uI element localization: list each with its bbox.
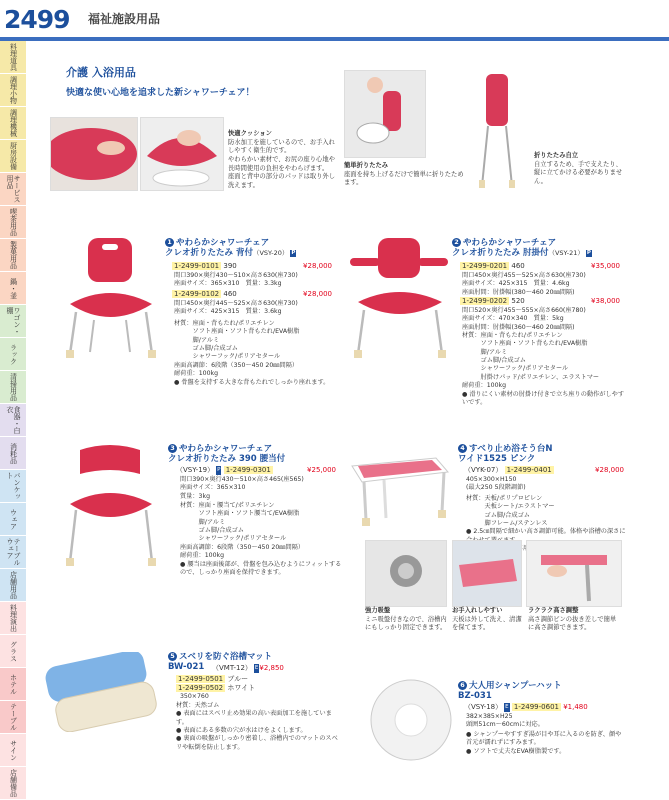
stand-caption — [534, 152, 624, 187]
product-5-model: （VMT-12） — [212, 664, 252, 672]
chair-lumbar-image — [60, 440, 160, 568]
category-title: 福祉施設用品 — [88, 12, 161, 26]
caption-text: 天板は外して洗え、清潔を保てます。 — [452, 615, 522, 631]
product-2-material: 材質：座面・背もたれ/ポリエチレン ソフト座面・ソフト背もたれ/EVA樹脂 脚/アルミ ゴム脚/合成ゴム シャワーフック/ポリアセタール 肘掛けパッド/ポリエチレン、エラストマー 耐荷重：100kg ● 滑りにくい素材の肘掛け付きで立ち座りの動作がしやすいです。 — [462, 332, 625, 406]
cushion-photo-1-image — [51, 118, 137, 190]
section-title: 介護 入浴用品 — [66, 66, 136, 79]
product-6-material: ● シャンプーやすすぎ湯が目や耳に入るのを防ぎ、顔や首元が濡れずにすみます。 ● ソフトで丈夫なEVA樹脂製です。 — [466, 731, 622, 755]
product-1-number: 1 — [165, 238, 174, 247]
item-code: 1-2499-0101 — [174, 262, 220, 270]
stand-text: 自立するため、手で支えたり、縦に立てかける必要がありません。 — [534, 160, 623, 186]
product-4-photo — [344, 448, 452, 528]
product-6-model: （VSY-18） — [464, 703, 503, 711]
cushion-photo-2-image — [141, 118, 223, 190]
cushion-title: 快適クッション — [228, 130, 272, 137]
sidebar-tab[interactable]: 料理道具 — [0, 41, 26, 74]
sidebar-tab[interactable]: グラス — [0, 635, 26, 668]
product-2-number: 2 — [452, 238, 461, 247]
folded-chair-photo — [472, 70, 524, 190]
e-badge: E — [505, 704, 509, 710]
e-badge: E — [254, 665, 259, 671]
height-pin-image — [527, 541, 621, 606]
product-6-title — [458, 681, 618, 701]
sidebar-tab[interactable]: ワゴン・棚 — [0, 305, 26, 338]
product-6-variant-1 — [464, 703, 624, 712]
sidebar-tab[interactable]: 消耗品 — [0, 437, 26, 470]
category-sidebar — [0, 41, 28, 800]
product-4-material: 材質：天板/ポリプロピレン 天板シート/エラストマー ゴム脚/合成ゴム 脚フレーム/ステンレス ● 2.5㎝間隔で細かい高さ調節可能。体格や浴槽の深さに — [466, 495, 626, 536]
sidebar-tab[interactable]: 清掃用品 — [0, 371, 26, 404]
product-1-variant-2-spec: 間口450×奥行445～525×高さ630(座730) 座面サイズ：425×315 質量：3.6kg — [174, 300, 298, 316]
sidebar-tab[interactable]: 鍋・釜 — [0, 272, 26, 305]
sidebar-tab[interactable]: 厨房設備 — [0, 140, 26, 173]
suction-photo — [365, 540, 447, 607]
sidebar-tab[interactable]: ホテル — [0, 668, 26, 701]
product-1-variant-1-spec: 間口390×奥行430～510×高さ630(座730) 座面サイズ：365×310 質量：3.3kg — [174, 272, 298, 288]
caption-text: 高さ調節ピンの抜き差しで簡単に高さ調節できます。 — [528, 615, 617, 631]
cushion-photo-1 — [50, 117, 138, 191]
header-rule — [0, 37, 669, 41]
product-1-variant-1 — [172, 262, 332, 271]
sidebar-tab[interactable]: 店舗用品 — [0, 569, 26, 602]
bath-mat-image — [42, 652, 160, 732]
shampoo-hat-image — [365, 674, 457, 766]
item-code: 1-2499-0201 — [462, 262, 508, 270]
item-code: 1-2499-0601 — [513, 703, 559, 711]
product-2-photo — [344, 236, 454, 360]
product-3-model: （VSY-19） — [176, 466, 215, 474]
product-5-variant-2 — [176, 684, 326, 693]
item-price: ¥28,000 — [595, 466, 624, 474]
product-6-number: 6 — [458, 681, 467, 690]
product-2-name: やわらかシャワーチェア クレオ折りたたみ 肘掛付 — [452, 238, 557, 259]
product-3-title — [168, 444, 343, 464]
chair-backed-image — [60, 234, 160, 360]
sidebar-tab[interactable]: テーブルウェア — [0, 536, 26, 569]
product-5-variant-1 — [176, 675, 326, 684]
height-adjust-photo — [526, 540, 622, 607]
page-header — [0, 0, 669, 38]
product-5-spec: 350×760 — [180, 693, 209, 700]
item-code: 1-2499-0501 — [178, 675, 224, 683]
product-6-spec: 382×385×H25 頭囲51cm～60cmに対応。 — [466, 713, 544, 729]
item-price: ¥28,000 — [303, 290, 332, 298]
product-2-variant-1-spec: 間口450×奥行455～525×高さ630(座730) 座面サイズ：425×315 質量：4.6kg 座面肘間：肘掛幅(380～460 20㎜間隔) — [462, 272, 586, 296]
caption-text: ミニ吸盤付きなので、浴槽内にもしっかり固定できます。 — [365, 615, 447, 631]
p-badge: P — [586, 250, 591, 257]
product-5-material: 材質：天然ゴム ● 表面にはスベリ止め効果の高い表面加工を施しています。 ● 表面にある多数の穴が水はけをよくします。 ● 裏面の吸盤がしっかり密着し、浴槽内でのマットのスベリや転倒を防止します。 — [176, 702, 338, 751]
caption-title: ラクラク高さ調整 — [528, 607, 579, 614]
p-badge: P — [217, 467, 221, 473]
caption-height — [528, 607, 620, 633]
stool-top-image — [453, 541, 521, 606]
product-4-number: 4 — [458, 444, 467, 453]
product-6-photo — [365, 674, 457, 766]
suction-cup-image — [366, 541, 446, 606]
cushion-caption — [228, 130, 338, 191]
product-6-name: 大人用シャンプーハット BZ-031 — [458, 681, 562, 702]
product-5-photo — [42, 652, 160, 732]
sidebar-tab[interactable]: ウェア — [0, 503, 26, 536]
item-code: 1-2499-0401 — [506, 466, 552, 474]
sidebar-tab[interactable]: バンケット — [0, 470, 26, 503]
sidebar-tab[interactable]: ラック — [0, 338, 26, 371]
chair-armrest-image — [344, 236, 454, 360]
sidebar-tab[interactable]: 店舗備品 — [0, 767, 26, 800]
product-5-number: 5 — [168, 652, 177, 661]
product-4-title — [458, 444, 633, 464]
section-subtitle: 快適な使い心地を追求した新シャワーチェア！ — [66, 88, 255, 98]
item-code: 1-2499-0202 — [462, 297, 508, 305]
product-3-material: 材質：座面・腰当て/ポリエチレン ソフト座面・ソフト腰当て/EVA樹脂 脚/アルミ ゴム脚/合成ゴム シャワーフック/ポリアセタール 座面高調節：6段階（350～450 20㎜間隔） 耐荷重：100kg ● 腰当は座面後部が、骨盤を包み込むようにフィットするので、しっかり座面を保持できます。 — [180, 502, 342, 576]
product-2-variant-2 — [460, 297, 620, 306]
product-2-variant-1 — [460, 262, 620, 271]
item-color: ブルー — [227, 675, 249, 683]
stand-title: 折りたたみ自立 — [534, 152, 579, 159]
caption-cleaning — [452, 607, 524, 633]
caption-suction — [365, 607, 447, 633]
sidebar-tab[interactable]: 調理小物 — [0, 74, 26, 107]
sidebar-tab[interactable]: 喫茶用品 — [0, 206, 26, 239]
cushion-text: 防水加工を施しているので、お手入れしやすく衛生的です。 やわらかい素材で、お尻の座り心地や長時間使用の負担をやわらげます。 座面と背中の部分のパッドは取り外し洗えます。 — [228, 138, 336, 190]
product-4-name: すべり止め浴そう台N ワイド1525 ピンク — [458, 444, 553, 465]
item-size: 460 — [223, 290, 237, 298]
caption-title: 強力吸盤 — [365, 607, 391, 614]
sidebar-tab[interactable]: テーブル — [0, 701, 26, 734]
fold-title: 簡単折りたたみ — [344, 162, 389, 169]
cleaning-photo — [452, 540, 522, 607]
sidebar-tab[interactable]: 調理機械 — [0, 107, 26, 140]
product-5-name: スベリを防ぐ浴槽マット BW-021 — [168, 652, 273, 673]
item-price: ¥38,000 — [591, 297, 620, 305]
item-code: 1-2499-0102 — [174, 290, 220, 298]
sidebar-tab[interactable]: サイン — [0, 734, 26, 767]
product-4-variant-1 — [464, 466, 624, 475]
item-size: 520 — [511, 297, 525, 305]
sidebar-tab[interactable]: 製菓用品 — [0, 239, 26, 272]
product-1-material: 材質：座面・背もたれ/ポリエチレン ソフト座面・ソフト背もたれ/EVA樹脂 脚/アルミ ゴム脚/合成ゴム シャワーフック/ポリアセタール 座面高調節：6段階（350～450 20㎜間隔） 耐荷重：100kg ● 骨盤を支持する大きな背もたれでしっかり座れます。 — [174, 320, 330, 386]
product-3-number: 3 — [168, 444, 177, 453]
fold-text: 座面を持ち上げるだけで簡単に折りたためます。 — [344, 170, 464, 187]
item-price: ¥1,480 — [563, 703, 588, 711]
item-color: ホワイト — [227, 684, 256, 692]
product-2-title — [452, 238, 627, 258]
product-2-model: （VSY-21） — [548, 249, 584, 258]
product-3-name: やわらかシャワーチェア クレオ折りたたみ 390 腰当付 — [168, 444, 286, 465]
product-1-name: やわらかシャワーチェア クレオ折りたたみ 背付 — [165, 238, 270, 259]
product-2-variant-2-spec: 間口520×奥行455～555×高さ660(座780) 座面サイズ：470×340 質量：5kg 座面肘間：肘掛幅(360～460 20㎜間隔) — [462, 307, 586, 331]
product-3-variant-1 — [176, 466, 336, 475]
product-4-model: （VYK-07） — [464, 466, 503, 474]
sidebar-tab[interactable]: 食器・白衣 — [0, 404, 26, 437]
item-price: ¥2,850 — [259, 664, 284, 672]
p-badge: P — [291, 250, 296, 257]
product-3-spec: 間口390×奥行430～510×高さ465(座565) 座面サイズ：365×310 質量：3kg — [180, 476, 304, 500]
page-number: 2499 — [4, 5, 70, 34]
sidebar-tab[interactable]: サービス用品 — [0, 173, 26, 206]
product-1-photo — [60, 234, 160, 360]
item-price: ¥28,000 — [303, 262, 332, 270]
product-4-spec: 405×300×H150 (最大250 5段階調節) — [466, 476, 526, 492]
product-3-photo — [60, 440, 160, 568]
item-code: 1-2499-0502 — [178, 684, 224, 692]
caption-title: お手入れしやすい — [452, 607, 503, 614]
product-5-model-line — [212, 664, 332, 673]
folded-chair-image — [472, 70, 524, 190]
item-price: ¥35,000 — [591, 262, 620, 270]
bath-stool-image — [344, 448, 452, 528]
item-code: 1-2499-0301 — [225, 466, 271, 474]
product-1-title — [165, 238, 340, 258]
sidebar-tab[interactable]: 料理演出 — [0, 602, 26, 635]
product-1-variant-2 — [172, 290, 332, 299]
fold-caption — [344, 162, 464, 188]
item-size: 460 — [511, 262, 525, 270]
item-price: ¥25,000 — [307, 466, 336, 474]
fold-photo — [344, 70, 426, 158]
item-size: 390 — [223, 262, 237, 270]
cushion-photo-2 — [140, 117, 224, 191]
product-1-model: （VSY-20） — [252, 249, 289, 258]
fold-photo-image — [345, 71, 425, 157]
